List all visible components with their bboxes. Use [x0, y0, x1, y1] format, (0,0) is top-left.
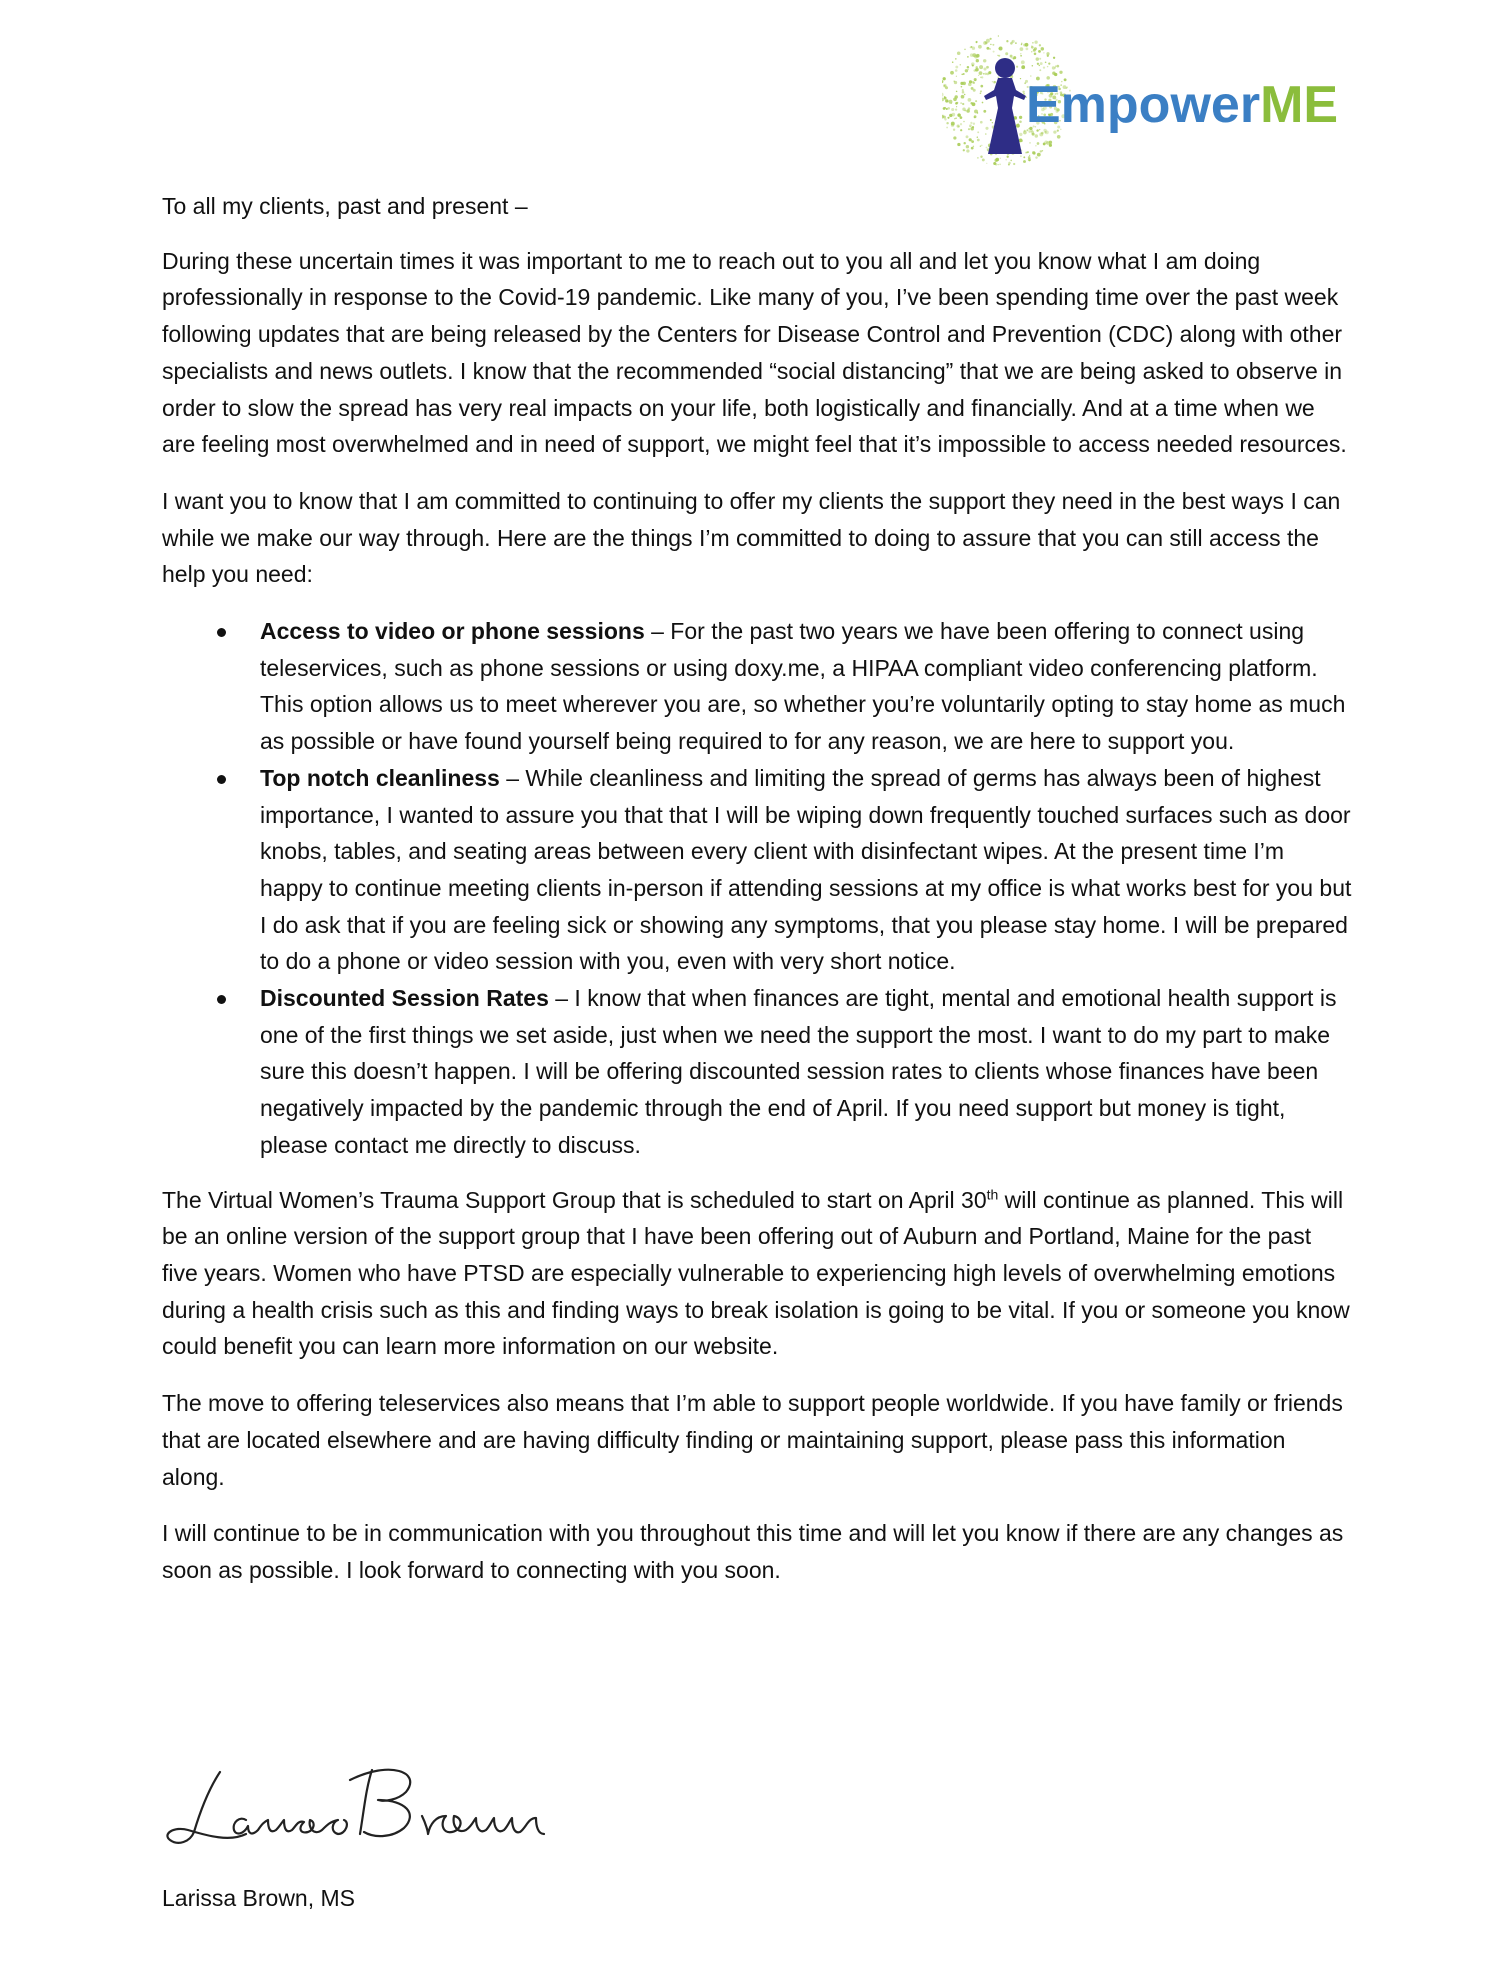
list-item-text: – I know that when finances are tight, mental and emotional health support is one of the first things we set aside, just when we need the support the most. I want to do my part to make sure this doesn’t happen. I will be offering discounted session rates to clients whose finances have been negatively impacted by the pandemic through the end of April. If you need support but money is tight, please contact me directly to discuss.	[260, 985, 1337, 1158]
halo-dot	[954, 81, 957, 84]
halo-dot	[957, 113, 961, 117]
halo-dot	[980, 92, 982, 94]
brand-name: EmpowerME	[1026, 76, 1339, 134]
halo-dot	[976, 68, 979, 71]
halo-dot	[1020, 155, 1022, 157]
halo-dot	[966, 145, 969, 148]
halo-dot	[985, 73, 987, 75]
halo-dot	[967, 56, 969, 58]
halo-dot	[983, 67, 986, 70]
halo-dot	[956, 102, 958, 104]
paragraph-closing: I will continue to be in communication with you throughout this time and will let you know if there are any changes as soon as possible. I look forward to connecting with you soon.	[162, 1520, 1344, 1583]
halo-dot	[1057, 135, 1061, 139]
halo-dot	[998, 35, 999, 36]
halo-dot	[1015, 42, 1017, 44]
halo-dot	[944, 118, 946, 120]
paragraph-support-group	[162, 1182, 1352, 1366]
halo-dot	[943, 77, 946, 80]
halo-dot	[963, 149, 965, 151]
halo-dot	[971, 147, 974, 150]
halo-dot	[944, 85, 946, 87]
halo-dot	[986, 66, 989, 69]
halo-dot	[981, 145, 983, 147]
halo-dot	[1000, 158, 1001, 159]
halo-dot	[942, 80, 943, 83]
halo-dot	[1042, 150, 1044, 152]
halo-dot	[989, 48, 990, 49]
halo-dot	[976, 41, 978, 43]
halo-dot	[980, 90, 982, 92]
halo-dot	[968, 128, 970, 130]
halo-dot	[998, 55, 1000, 57]
halo-dot	[980, 155, 982, 157]
halo-dot	[964, 49, 965, 50]
halo-dot	[956, 91, 958, 93]
halo-dot	[1029, 142, 1031, 144]
halo-dot	[1020, 47, 1024, 51]
halo-dot	[962, 89, 964, 91]
halo-dot	[992, 81, 993, 82]
halo-dot	[1026, 151, 1028, 153]
bullet-icon	[217, 775, 226, 784]
halo-dot	[947, 107, 950, 110]
halo-dot	[1053, 57, 1055, 59]
empowerme-logo	[942, 30, 1342, 170]
halo-dot	[960, 123, 962, 125]
halo-dot	[964, 94, 965, 95]
halo-dot	[1018, 123, 1019, 124]
halo-dot	[979, 71, 983, 75]
halo-dot	[1010, 160, 1012, 162]
halo-dot	[986, 147, 988, 149]
halo-dot	[977, 54, 980, 57]
halo-dot	[946, 122, 948, 124]
halo-dot	[976, 59, 979, 62]
halo-dot	[955, 66, 958, 69]
halo-dot	[947, 100, 949, 102]
halo-dot	[978, 45, 982, 49]
halo-dot	[949, 100, 953, 104]
halo-dot	[1035, 156, 1037, 158]
halo-dot	[992, 122, 993, 123]
support-group-text-start: The Virtual Women’s Trauma Support Group that is scheduled to start on April 30	[162, 1186, 987, 1213]
halo-dot	[1059, 71, 1062, 74]
halo-dot	[979, 65, 983, 69]
halo-dot	[988, 71, 991, 74]
halo-dot	[960, 129, 962, 131]
signoff-name: Larissa Brown, MS	[162, 1885, 356, 1911]
halo-dot	[985, 127, 988, 130]
halo-dot	[980, 145, 981, 146]
halo-dot	[983, 110, 986, 113]
halo-dot	[1013, 58, 1015, 60]
halo-dot	[969, 80, 972, 83]
halo-dot	[1023, 43, 1026, 46]
halo-dot	[1032, 151, 1035, 154]
halo-dot	[1022, 91, 1024, 93]
halo-dot	[953, 136, 956, 139]
halo-dot	[998, 76, 1000, 78]
halo-dot	[980, 121, 983, 124]
halo-dot	[952, 61, 954, 63]
halo-dot	[1032, 42, 1034, 44]
halo-dot	[1055, 66, 1056, 67]
halo-dot	[977, 157, 979, 159]
bullet-icon	[217, 995, 226, 1004]
halo-dot	[963, 142, 965, 144]
halo-dot	[966, 149, 969, 152]
halo-dot	[1023, 156, 1025, 158]
halo-dot	[990, 44, 991, 45]
halo-dot	[977, 131, 979, 133]
halo-dot	[982, 102, 984, 104]
halo-dot	[1020, 53, 1021, 54]
halo-dot	[1013, 163, 1015, 165]
halo-dot	[1007, 156, 1009, 158]
list-item-video-phone-sessions	[162, 613, 1352, 760]
halo-dot	[1056, 65, 1059, 68]
halo-dot	[1005, 159, 1007, 161]
halo-dot	[954, 118, 955, 119]
halo-dot	[963, 73, 965, 75]
halo-dot	[977, 136, 978, 137]
halo-dot	[955, 117, 956, 118]
halo-dot	[1020, 55, 1022, 57]
halo-dot	[1026, 48, 1029, 51]
halo-dot	[1011, 57, 1012, 58]
halo-dot	[956, 76, 957, 77]
halo-dot	[960, 102, 961, 103]
halo-dot	[990, 38, 992, 40]
halo-dot	[1016, 66, 1018, 68]
halo-dot	[999, 163, 1001, 165]
halo-dot	[969, 138, 972, 141]
halo-dot	[1052, 66, 1055, 69]
halo-dot	[1043, 142, 1046, 145]
halo-dot	[958, 126, 960, 128]
halo-dot	[970, 122, 972, 124]
halo-dot	[977, 112, 978, 113]
halo-dot	[1040, 62, 1043, 65]
halo-dot	[960, 116, 963, 119]
halo-dot	[966, 109, 970, 113]
halo-dot	[973, 82, 975, 84]
halo-dot	[962, 91, 965, 94]
halo-dot	[1049, 141, 1052, 144]
halo-dot	[972, 102, 976, 106]
support-group-text-end: will continue as planned. This will be an online version of the support group that I have been offering out of Auburn and Portland, Maine for the past five years. Women who have PTSD are especially vulnerable to experiencing high levels of overwhelming emotions during a health crisis such as this and finding ways to break isolation is going to be vital. If you or someone you know could benefit you can learn more information on our website.	[162, 1186, 1350, 1360]
halo-dot	[972, 47, 975, 50]
halo-dot	[970, 47, 972, 49]
halo-dot	[1023, 160, 1026, 163]
halo-dot	[1011, 41, 1013, 43]
halo-dot	[1005, 52, 1008, 55]
halo-dot	[969, 124, 972, 127]
halo-dot	[1010, 55, 1013, 58]
halo-dot	[980, 85, 983, 88]
halo-dot	[953, 129, 955, 131]
salutation: To all my clients, past and present –	[162, 193, 528, 219]
halo-dot	[980, 77, 981, 78]
halo-dot	[1039, 69, 1041, 71]
halo-dot	[944, 107, 946, 109]
halo-dot	[994, 159, 997, 162]
list-item-heading: Top notch cleanliness	[260, 764, 500, 791]
halo-dot	[1006, 40, 1008, 42]
halo-dot	[1043, 52, 1044, 53]
halo-dot	[992, 44, 994, 46]
halo-dot	[1036, 57, 1039, 60]
halo-dot	[1019, 133, 1022, 136]
halo-dot	[1037, 153, 1041, 157]
halo-dot	[983, 59, 986, 62]
halo-dot	[960, 64, 962, 66]
bullet-icon	[217, 628, 226, 637]
list-item-text: – While cleanliness and limiting the spread of germs has always been of highest importance, I wanted to assure you that that I will be wiping down frequently touched surfaces such as door knobs, tables, and seating areas between every client with disinfectant wipes. At the present time I’m happy to continue meeting clients in-person if attending sessions at my office is what works best for you but I do ask that if you are feeling sick or showing any symptoms, that you please stay home. I will be prepared to do a phone or video session with you, even with very short notice.	[260, 764, 1352, 975]
halo-dot	[983, 73, 985, 75]
halo-dot	[957, 51, 961, 55]
halo-dot	[1019, 116, 1022, 119]
halo-dot	[957, 143, 960, 146]
halo-dot	[1034, 41, 1037, 44]
halo-dot	[1037, 63, 1039, 65]
list-item-text: – For the past two years we have been offering to connect using teleservices, such as phone sessions or using doxy.me, a HIPAA compliant video conferencing platform. This option allows us to meet wherever you are, so whether you’re voluntarily opting to stay home as much as possible or have found yourself being required to for any reason, we are here to support you.	[260, 618, 1346, 755]
halo-dot	[982, 158, 985, 161]
halo-dot	[962, 103, 964, 105]
paragraph-teleservices: The move to offering teleservices also means that I’m able to support people worldwide. If you have family or friends that are located elsewhere and are having difficulty finding or maintaining support, please pass this information along.	[162, 1390, 1343, 1490]
halo-dot	[961, 74, 962, 75]
halo-dot	[1037, 142, 1040, 145]
halo-dot	[951, 124, 954, 127]
halo-dot	[971, 140, 974, 143]
halo-dot	[961, 86, 963, 88]
halo-dot	[1031, 51, 1032, 52]
halo-dot	[968, 98, 972, 102]
halo-dot	[1019, 121, 1022, 124]
list-item-heading: Access to video or phone sessions	[260, 618, 645, 645]
halo-dot	[967, 69, 968, 70]
halo-dot	[955, 69, 958, 72]
halo-dot	[954, 95, 957, 98]
halo-dot	[960, 82, 963, 85]
handwritten-signature	[160, 1750, 600, 1860]
halo-dot	[971, 87, 974, 90]
ordinal-suffix: th	[986, 1185, 999, 1202]
halo-dot	[963, 121, 965, 123]
halo-dot	[974, 116, 976, 118]
halo-dot	[970, 53, 974, 57]
halo-dot	[1040, 150, 1042, 152]
paragraph-commitment: I want you to know that I am committed to continuing to offer my clients the support they need in the best ways I can while we make our way through. Here are the things I’m committed to doing to assure that you can still access the help you need:	[162, 487, 1341, 588]
halo-dot	[967, 66, 969, 68]
halo-dot	[1031, 45, 1032, 46]
halo-dot	[1020, 78, 1021, 79]
halo-dot	[1035, 134, 1038, 137]
halo-dot	[970, 127, 974, 131]
halo-dot	[1049, 144, 1052, 147]
halo-dot	[973, 123, 975, 125]
halo-dot	[998, 164, 999, 165]
halo-dot	[944, 97, 946, 99]
halo-dot	[1032, 65, 1034, 67]
halo-dot	[1048, 63, 1050, 65]
halo-dot	[951, 108, 954, 111]
halo-dot	[949, 114, 952, 117]
halo-dot	[1021, 60, 1025, 64]
halo-dot	[942, 93, 944, 97]
halo-dot	[955, 58, 957, 60]
halo-dot	[993, 51, 995, 53]
halo-dot	[1021, 44, 1022, 45]
halo-dot	[1035, 145, 1037, 147]
halo-dot	[1039, 65, 1041, 67]
list-item-cleanliness	[162, 760, 1352, 980]
halo-dot	[990, 119, 992, 121]
halo-dot	[975, 100, 977, 102]
halo-dot	[946, 127, 948, 129]
halo-dot	[964, 110, 966, 112]
halo-dot	[945, 86, 948, 89]
halo-dot	[986, 47, 989, 50]
halo-dot	[1038, 50, 1041, 53]
halo-dot	[1045, 62, 1047, 64]
halo-dot	[950, 71, 954, 75]
halo-dot	[1021, 65, 1025, 69]
halo-dot	[1028, 158, 1031, 161]
halo-dot	[983, 41, 987, 45]
halo-dot	[1029, 155, 1030, 156]
halo-dot	[1021, 43, 1022, 44]
commitment-list	[162, 613, 1352, 1164]
halo-dot	[971, 62, 975, 66]
halo-dot	[1046, 52, 1049, 55]
halo-dot	[947, 117, 949, 119]
halo-dot	[978, 75, 979, 76]
halo-dot	[993, 81, 996, 84]
halo-dot	[1034, 53, 1037, 56]
halo-dot	[1008, 164, 1010, 166]
halo-dot	[956, 106, 957, 107]
halo-dot	[961, 95, 965, 99]
halo-dot	[966, 135, 969, 138]
list-item-discounted-rates	[162, 980, 1352, 1164]
halo-dot	[1033, 49, 1036, 52]
halo-dot	[995, 163, 997, 165]
halo-dot	[999, 47, 1003, 51]
halo-dot	[955, 108, 957, 110]
list-item-heading: Discounted Session Rates	[260, 985, 549, 1012]
halo-dot	[1047, 66, 1048, 67]
paragraph-intro: During these uncertain times it was important to me to reach out to you all and let you know what I am doing professionally in response to the Covid-19 pandemic. Like many of you, I’ve been spending time over the past week following updates that are being released by the Centers for Disease Control and Prevention (CDC) along with other specialists and news outlets. I know that the recommended “social distancing” that we are being asked to observe in order to slow the spread has very real impacts on your life, both logistically and financially. And at a time when we are feeling most overwhelmed and in need of support, we might feel that it’s impossible to access needed resources.	[162, 247, 1347, 458]
halo-dot	[977, 139, 980, 142]
halo-dot	[1041, 47, 1044, 50]
halo-dot	[1039, 58, 1041, 60]
halo-dot	[985, 133, 987, 135]
halo-dot	[974, 79, 976, 81]
halo-dot	[1039, 44, 1041, 46]
halo-dot	[986, 163, 987, 164]
letter-body	[162, 188, 1352, 1609]
halo-dot	[1043, 66, 1045, 68]
